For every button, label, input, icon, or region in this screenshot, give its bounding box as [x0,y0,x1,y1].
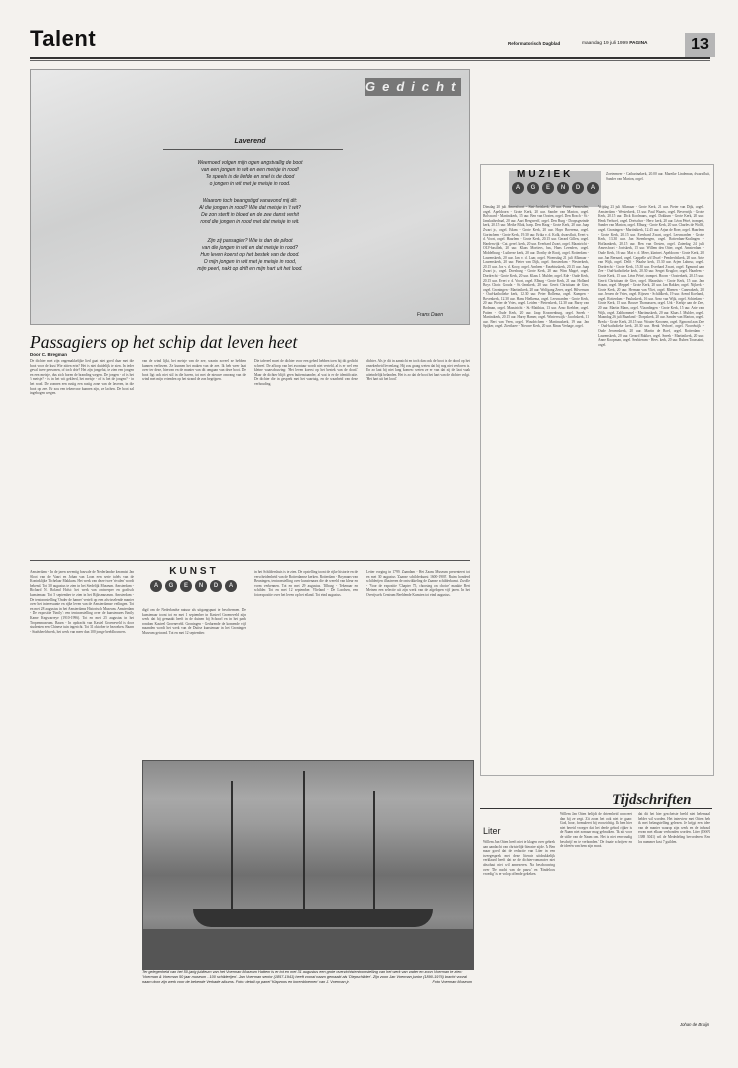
muziek-column-1: Dinsdag 20 juli Amersfoort - Sint-Joriskerk, 20 uur. Frans Vermeulen, orgel. Apeldoorn - Grote Kerk, 20 uur. Sander van Marion, orgel. Bolsward - Martinikerk, 15 uur. Ben van Oosten, orgel. Den Bosch - St.-Janskathedraal, 20 uur. Aart Bergwerff, orgel. Den Burg - Doopsgezinde kerk, 20.15 uur. Meike Blok, harp. Den Haag - Grote Kerk, 20 uur. Jaap Zwart jr., orgel. Edam - Grote Kerk, 20 uur. Hayo Boerema, orgel. Gorinchem - Grote Kerk, 19.30 uur. Erika v. d. Kolk, dwarsfluit, Evert v. d. Voort, orgel. Haarlem - Grote Kerk, 20.15 uur. Gerard Gillen, orgel. Harderwijk - Cat. geref. kerk, 20 uur. Everhard Zwart, orgel. Maastricht - OLV-basiliek, 20 uur. Klaas Mortiers, bas, Hans Leenders, orgel. Middelburg - Lutherse kerk, 20 uur. Dorthy de Rooij, orgel. Rotterdam - Laurenskerk, 20 uur. Jan v. d. Laar, orgel. Woensdag 21 juli Alkmaar - Laurenskerk, 20 uur. Pieter van Dijk, orgel. Amsterdam - Westerkerk, 20.15 uur. Jos v. d. Kooy, orgel. Arnhem - Eusebiuskerk, 20.15 uur. Jaap Zwart jr., orgel. Doesburg - Grote Kerk, 20 uur. Wim Magré, orgel. Dordrecht - Grote Kerk, 20 uur. Klaas J. Mulder, orgel. Ede - Oude Kerk, 20.15 uur. Evert v. d. Voort, orgel. Elburg - Grote Kerk, 21 uur. Holland Boys Choir. Gouda - St.-Janskerk, 20 uur. Gerrit Christiaan de Gier, orgel. Groningen - Martinikerk, 20 uur. Wolfgang Zerer, orgel. Hilversum - Oud-katholieke kerk, 12.30 uur. Peter Rollema, orgel. Kampen - Bovenkerk, 12.30 uur. Hans Hielkema, orgel. Leeuwarden - Grote Kerk, 20 uur. Pieter de Vries, orgel. Leiden - Pieterskerk, 12.30 uur. Barry van Bodman, orgel. Maastricht - St.-Matthias, 13 uur. Arno Krebber, orgel. Putten - Oude Kerk, 20 uur. Jaap Kroonenburg, orgel. Sneek - Martinikerk, 20.15 uur. Harry Hamer, orgel. Winterswijk - Jacobskerk, 11 uur. Bert van Veen, orgel. Woudrichem - Martinuskerk, 19 uur. Jan Spijker, orgel. Zierikzee - Nieuwe Kerk, 20 uur. Rinus Verhage, orgel. [483,205,589,329]
date-line [582,41,648,46]
article-column-3: Die tafereel moet de dichter voor een gebed hebben toen hij dit gedicht schreef. De afloop van het avontuur wordt niet verteld, al is er wel een kleine waarschuwing: 'Het leven koerst op het bestek van de dood.' Maar de dichter blijft geen buitenstaander, al wat is er de identificatie. De dichter die in gesprek met het vaartuig, en de waarheid van deze verhouding. [254,359,358,386]
poem-stanza-1 [31,160,469,188]
agenda-letter: A [587,182,599,194]
agenda-letter: A [512,182,524,194]
poem-line: Zijn zij passagier? Wie is dan de piloot [207,238,293,244]
kunst-column-4: Letter vorging in 1799. Zaandam - Het Zaans Museum presenteert tot en met 30 augustus 'Zaanse schilderkunst 1600-1900'. Ruim honderd schilderijen illustreren de ontwikkeling de Zaanse schilderkunst. Zwolle - 'Voor de expositie 'Chapter 75, choosing on choice' maakte Bert Meinen een selectie uit zijn werk van de afgelopen vijf jaren. In het Overijssels Centrum Beeldende Kunsten tot eind augustus. [366,570,470,597]
article-headline: Passagiers op het schip dat leven heet [30,332,298,352]
muziek-intro: Zoetermeer - Catharinakerk, 20.00 uur. Mareike Lindeman, dwarsfluit, Sander van Marion, orgel. [606,172,710,181]
section-title: Talent [30,26,97,51]
kunst-column-1: Amsterdam - In de jaren zeventig bouwde de Nederlandse keramist Jan Sloot van de Vaart en Johan van Loon een serie tafels van de Koninklijke Tichelaar Makkum. Het werk van deze twee 'rivalen' wordt bekend. Tot 30 augustus te zien in het Stedelijk Museum. Amsterdam - Richard N. Roland Holst: het werk van ontwerper en grafisch kunstenaar. Tot 5 september te zien in het Rijksmuseum. Amsterdam - De tentoonstelling 'Onder de hamer' vertelt op een afwisselende manier over het interessante en rijke leven van de Amsterdamse veilingen. Tot en met 28 augustus in het Amsterdams Historisch Museum. Amsterdam - De expositie 'Emily': een tentoonstelling over de kunstenares Emily Kame Kngwarreye (1910-1996). Tot en met 25 augustus in het Tropenmuseum. Baarn - In opdracht van Kastel Groeneveld is door studenten een Chinese tuin ingericht. Tot 31 oktober te bezoeken. Baarn - Stadsbeeldwerk, het werk van meer dan 100 jonge beeldhouwers. [30,570,134,634]
tijdschriften-column-2: Willem Jan Otten belijdt de drieenheid concreet dan hij ze zegt. Zit zoon het ook niet te gaan: God, hoor, formuleert hij voorzichtig. Ik ben hier niet bereid vroeger dat het derde gebod rijker is de Naam niet zomaar mag gebruiken. 'Ik zit voor de stilte van de Naam om. Het is niet eenvoudig beschrijf en te verbonden.' De fraaie schrijver en de ideeën van hem zijn mooi. [560,812,632,849]
poem-line: rond die jongen in rood met dat meisje in wit. [200,219,300,225]
kunst-column-2: digd om de Nederlandse natuur als uitgangspunt te beschermen. De kunstenaar toont tot en met 1 september in Kasteel Groeneveld zijn werk dat hij gemaakt heeft in de duinen bij Schoorl en in het park rondom Kasteel Groeneveld. Groningen - Gedurende de komende vijf maanden wordt het werk van de Duitse kunstenaar in het Groninger Museum getoond. Tot en met 12 september. [142,608,246,635]
tijdschriften-column-3: dat dit het hier geschetste beeld niet helemaal helder wil worden. Het interview met Otten heb ik met belangstelling gelezen. Je krijgt een idee van de manier waarop zijn werk en de inhoud ervan met elkaar verbonden worden. Liter (ISSN 1388 3041) wil de Mededeling bevorderen Een los nummer kost 7 guilden. [638,812,710,844]
agenda-letter: E [542,182,554,194]
agenda-letter: G [165,580,177,592]
article-column-2: van de wind lijkt, het meisje van de zee, waarin zoveel ze hebben kunnen verliezen. Ze kunnen het maken van de zee. Ik heb weer laat over ter deze, hiervan en de manier van dit omgaan van deze boot. De boot ligt ook niet stil in die haven, tot met de nieuwe omvang van de wind met mijn vrienden op het strand de zon begrijpen. [142,359,246,382]
water [143,929,473,969]
agenda-letter: D [572,182,584,194]
poem-stanza-3 [31,238,469,273]
muziek-title: MUZIEK [517,169,574,180]
article-column-1: De dichter met zijn ongemakkelijke lied gaat niet goed daar met die boot voor de kust Wie zitten erin? Het is niet duidelijk te zien. In ieder geval twee personen, of toch drie? Het zijn jongelui, te zien een jongen en een meisje, dus zich horen de branding wegen. De jongen - of is het 't meisje? - is in het wit gekleed, het meisje - of is het de jongen? - in het rood. De zonnen een rustig een rustig zone van de laveren, in die boot op zee. Er zou een tekenvoor kunnen zijn, ze lachen. De boot zal ingebogen wegen. [30,359,134,396]
page-label: PAGINA [629,41,648,46]
agenda-letter: D [210,580,222,592]
poem-line: van die jongen in wit en dat meisje in rood? [202,245,298,251]
poem-line: Weemoed volgen mijn ogen angstvallig de boot [197,160,303,166]
poem-line: Te speels is de liefde en snel is de dood [205,174,295,180]
poem-box [30,69,470,325]
kunst-column-3: in het Schildershuis is te zien. De opstelling toont de rijke historie en de verscheidenheid van de Rotterdamse kerken. Rotterdam - Boymans-van Beuningen, tentoonstelling over kunstenaars die de wereld van kleur en vorm verkennen. Tot en met 29 augustus. Tilburg - Tekenaar en schilder. Tot en met 12 september. Vlieland - De Loodsen, een fotoexpositie over het leven op het eiland. Tot eind augustus. [254,570,358,597]
tijdschriften-rule [480,808,712,809]
photo-credit: Foto Voerman Museum [432,979,472,984]
photo-caption [142,970,472,984]
paper-name: Reformatorisch Dagblad [508,41,561,46]
poem-stanza-2 [31,198,469,226]
gedicht-label: Gedicht [365,79,463,94]
poem-line: o jongen in wit met je meisje in rood. [209,181,291,187]
poem-author: Frans Daen [416,312,443,318]
tijdschriften-title: Tijdschriften [612,792,692,808]
poem-line: van een jongen in wit en een meisje in rood! [201,167,299,173]
article-column-4: dichter. Als je dit in aanzicht en toch dan ook de boot is de dood op het onzekerheid levenlang. Hij zou graag weten dat hij nog niet verloren is. En zo laat hij niet lang komen: weten ze er van dat zij de laat vaak uiteindelijk belanden. Het is zo dat de boot het hart van de dichter volgt. 'Het hart uit het lood.' [366,359,470,382]
agenda-letter: E [180,580,192,592]
poem-title-rule [163,149,343,150]
ship-hull [193,909,433,927]
poem-title: Laverend [234,138,266,145]
agenda-letter: N [557,182,569,194]
agenda-letter: G [527,182,539,194]
muziek-agenda-letters [512,182,600,196]
page-number: 13 [685,33,715,57]
kunst-title: KUNST [169,566,219,577]
ship-mast [303,771,305,911]
poem-line: Al die jongen in rood? Wie dat meisje in 't wit? [199,205,301,211]
agenda-letter: N [195,580,207,592]
header-rule [30,57,710,59]
section-divider [30,560,470,561]
poem-line: O mijn jongen in wit met je meisje in rood, [203,259,297,265]
poem-line: Waarom toch beangstigd vanavond mij dit: [202,198,298,204]
ship-mast [373,791,375,911]
tijdschriften-column-1: Willem Jan Otten heeft niet te klagen over gebrek aan aandacht van christelijk-literaire zijde. 'k Ben maar goed dat de redactie van Liter in een tweegesprek met deze literair uitdrukkelijk verklaard heeft dat ze de dichter-romancier niet absoluut niet wil annexeren. Na beschouwing over 'De nacht van de pauw' en 'Eindeloos vroedig' is er volop offende gekeken. [483,840,555,877]
poem-line: Hun leven koerst op het bestek van de dood. [200,252,300,258]
ship-photo [142,760,474,970]
date-text: maandag 19 juli 1999 [582,41,628,46]
poem-line: mijn peerl, nakt op drift en mijn hart uit het lood. [197,266,303,272]
muziek-column-2: Vrijdag 23 juli Alkmaar - Grote Kerk, 21 uur. Pieter van Dijk, orgel. Amsterdam - Westerkerk, 13 uur. Paul Waarts, orgel. Beverwijk - Grote Kerk, 20.15 uur. Dick Koolmans, orgel. Dokkum - Grote Kerk, 20 uur. Henk Verhoef, orgel. Dreischor - Herv. kerk, 20 uur. Léon Pétré, trompet, Sander van Marion, orgel. Elburg - Grote Kerk, 20 uur. Charles de Wolff, orgel. Groningen - Martinikerk, 12.45 uur. Arjan de Boer, orgel. Haarlem - Grote Kerk, 20.15 uur. Everhard Zwart, orgel. Leeuwarden - Grote Kerk, 13.30 uur. Jan Steenbergen, orgel. Rotterdam-Kralingen - Hoflaankerk, 20.15 uur. Ben van Oosten, orgel. Zaterdag 24 juli Amersfoort - Joriskerk, 15 uur. Willem den Otter, orgel. Amsterdam - Oude Kerk, 16 uur. Mat v. d. Meer, klarinet. Apeldoorn - Grote Kerk, 20 uur. Jan Bernard, orgel. Cappelle a/d IJssel - Pendrechtkerk, 20 uur. Arie van Wijk, orgel. Delft - Waalse kerk, 15.30 uur. Arjen Lahnso, orgel. Dordrecht - Grote Kerk, 15.30 uur. Everhard Zwart, orgel. Egmond aan Zee - Oud-katholieke kerk, 20.30 uur. Sergei Kruglov, orgel. Haarlem - Grote Kerk, 15 uur. Léon Pétré, trompet. Hoorn - Oosterkerk, 20.15 uur. Gerrit Christiaan de Gier, orgel. Maassluis - Grote Kerk, 15 uur. Jan Kraan, orgel. Meppel - Grote Kerk, 20 uur. Jan Bakker, orgel. Nijkerk - Grote Kerk, 20 uur. Herman van Vliet, orgel. Rhenen - Cunerakerk, 20 uur. Jeroen de Vries, orgel. Rijssen - Schildkerk, 19 uur. Arend Koeland, orgel. Rotterdam - Pauluskerk, 16 uur. Arno van Wijk, orgel. Schiedam - Grote Kerk, 15 uur. Bouwe Thomassen, orgel. Urk - Kerkje aan de Zee, 20 uur. Martin Mans, orgel. Vlaardingen - Grote Kerk, 15 uur. Arie van Wijk, orgel. Zaltbommel - Martinuskerk, 20 uur. Klaas J. Mulder, orgel. Maandag 26 juli Baarland - Dorpskerk, 20 uur. Sander van Marion, orgel. Breda - Grote Kerk, 20.15 uur. Wouter Kroonen, orgel. Egmond aan Zee - Oud-katholieke kerk, 20.30 uur. Henk Verhoef, orgel. Noordwijk - Oude Jeroenskerk, 20 uur. Martin de Boef, orgel. Rotterdam - Laurenskerk, 20 uur. Gerard Bakker, orgel. Sneek - Martinikerk, 20 uur. Anne Koopman, orgel. Sexbierum - Herv. kerk, 20 uur. Ruben Toussaint, orgel. [598,205,704,347]
agenda-letter: A [150,580,162,592]
agenda-letter: A [225,580,237,592]
liter-title: Liter [483,826,501,836]
poem-line: De zon sterft in bloed en de zee danst verhit [201,212,299,218]
article-byline: Door C. Bregman [30,352,68,357]
header-rule-thin [30,60,710,61]
kunst-agenda-letters [150,580,238,594]
tijdschriften-author: Johan de Bruijn [680,1022,710,1027]
photo-caption-text: Ter gelegenheid van het 50-jarig jubileum van het Voerman Museum Hattem is er tot en met 31 augustus een grote overzichtstentoonstelling van het werk van vader en zoon Voerman te zien: 'Voerman & Voerman 50 jaar museum - 100 schilderijen'. Jan Voerman senior (1857-1941) heeft vooral naam gemaakt als 'Diepschilder'. Zijn zoon Jan Voerman junior (1890-1976) bracht vooral naam door zijn werk voor de bekende Verkade albums. Foto: detail op panel 'Klaproos en korenbloemen' van J. Voerman jr. [142,970,467,984]
ship-mast [231,781,233,911]
